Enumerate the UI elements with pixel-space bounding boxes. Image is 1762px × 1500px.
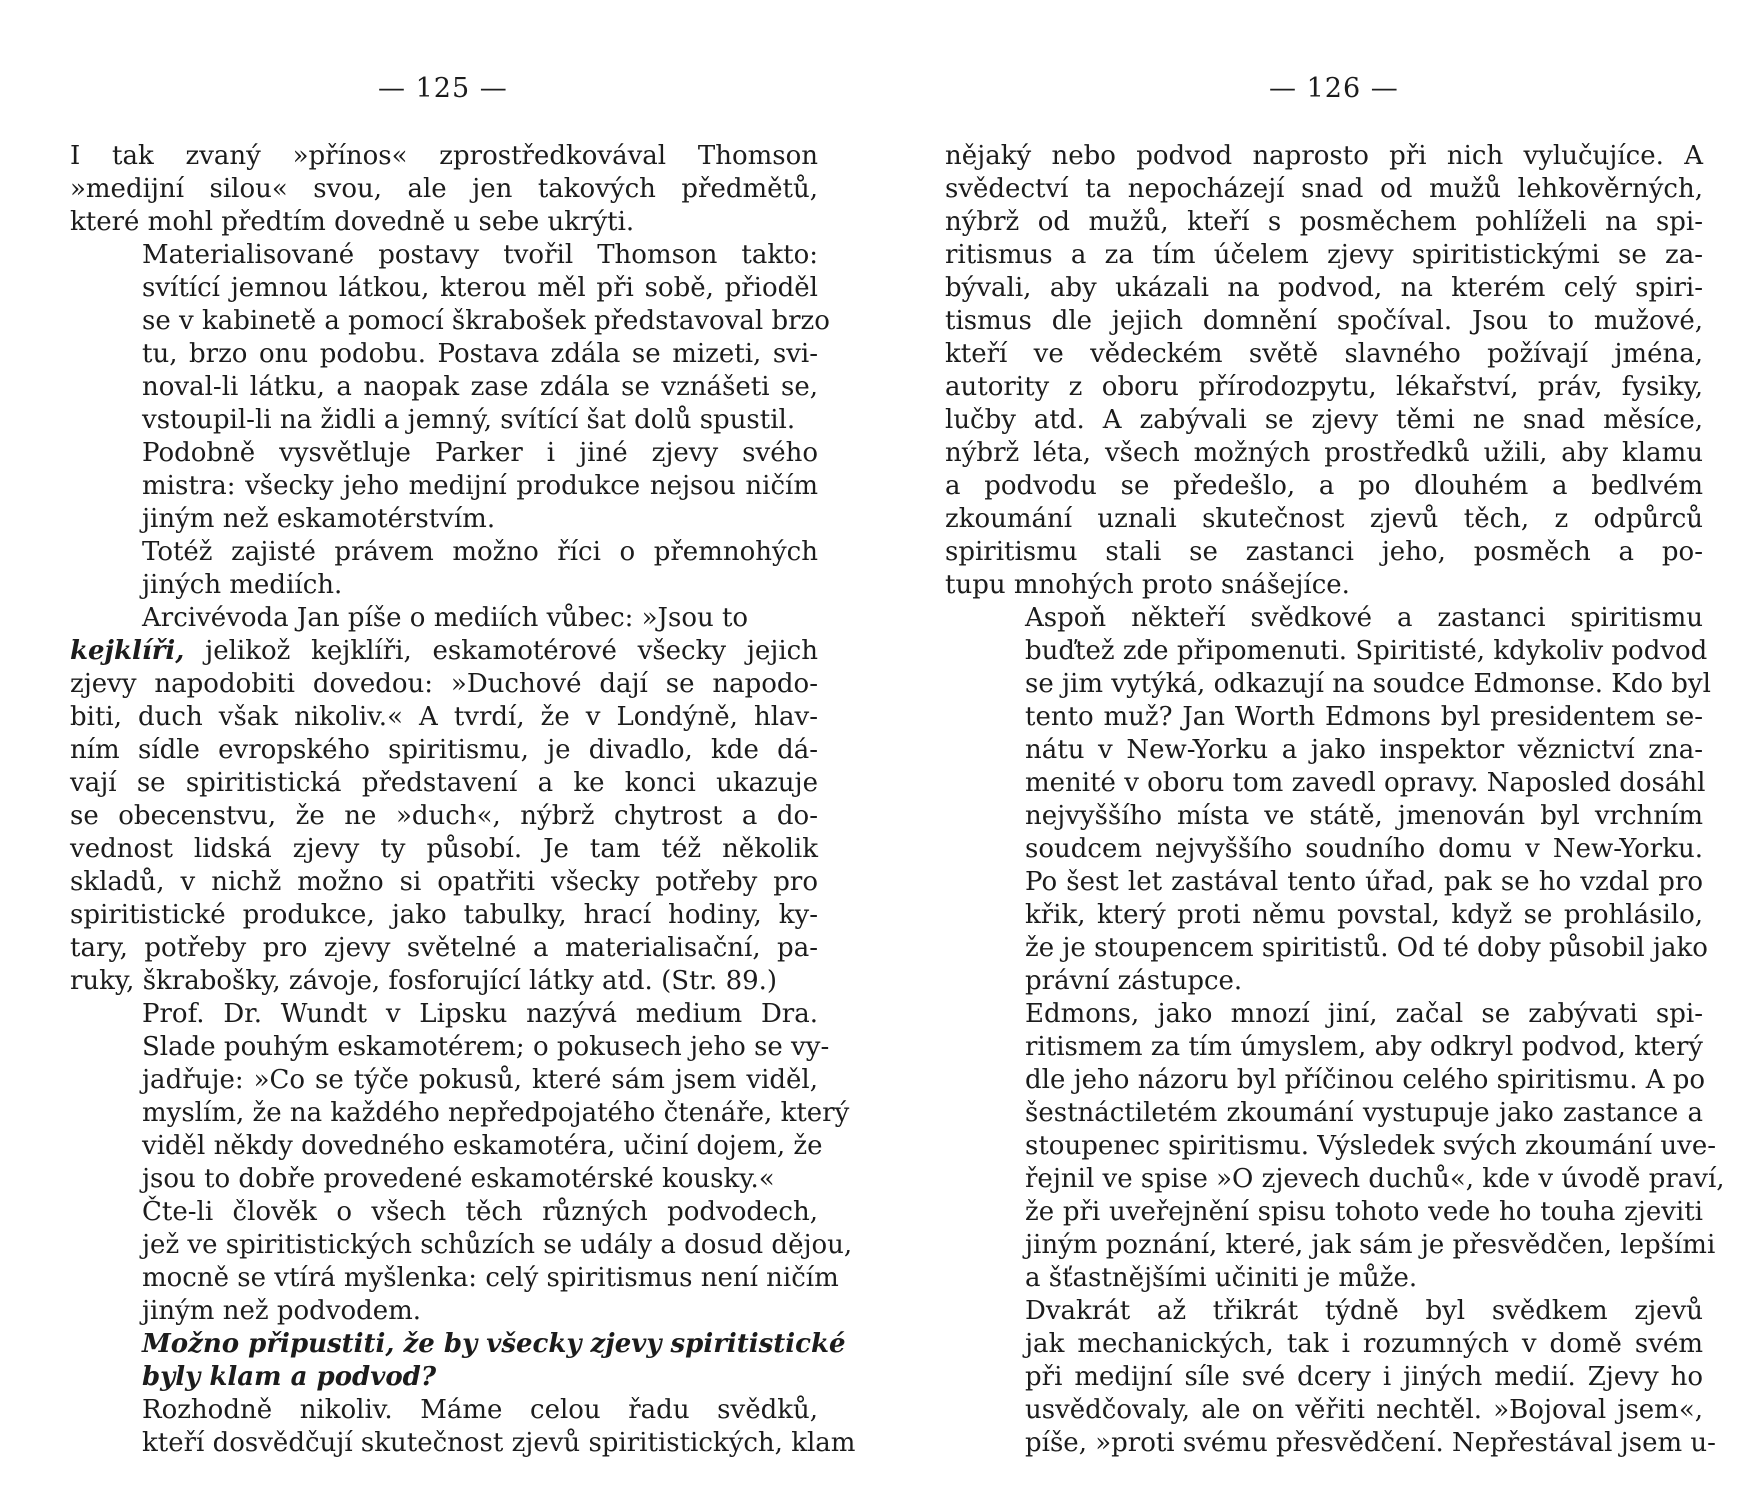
text-line: Totéž zajisté právem možno říci o přemnohých: [142, 537, 818, 567]
page-number: — 126 —: [1269, 73, 1399, 104]
text-line: Materialisované postavy tvořil Thomson takto:: [142, 240, 818, 270]
text-line: usvědčovaly, ale on věřiti nechtěl. »Bojoval jsem«,: [1025, 1395, 1703, 1425]
text-line: Možno připustiti, že by všecky zjevy spiritistické: [142, 1329, 846, 1359]
text-line: právní zástupce.: [1025, 966, 1243, 996]
text-line: se obecenstvu, že ne »duch«, nýbrž chytrost a do-: [70, 801, 818, 831]
paragraph: [70, 536, 818, 602]
text-fragment: jelikož kejklíři, eskamotérové všecky jejich: [184, 636, 818, 666]
text-line: [70, 635, 818, 668]
text-line: biti, duch však nikoliv.« A tvrdí, že v Londýně, hlav-: [70, 702, 818, 732]
text-line: soudcem nejvyššího soudního domu v New-Yorku.: [1025, 834, 1703, 864]
text-line: vají se spiritistická představení a ke konci ukazuje: [70, 768, 818, 798]
text-line: ritismem za tím úmyslem, aby odkryl podvod, který: [1025, 1032, 1703, 1062]
text-line: píše, »proti svému přesvědčení. Nepřestával jsem u-: [1025, 1428, 1716, 1458]
text-line: spiritistické produkce, jako tabulky, hrací hodiny, ky-: [70, 900, 818, 930]
text-line: lučby atd. A zabývali se zjevy těmi ne snad měsíce,: [945, 405, 1703, 435]
text-line: jadřuje: »Co se týče pokusů, které sám jsem viděl,: [142, 1065, 818, 1095]
text-line: Prof. Dr. Wundt v Lipsku nazývá medium Dra.: [142, 999, 818, 1029]
text-line: tary, potřeby pro zjevy světelné a materialisační, pa-: [70, 933, 818, 963]
text-line: »medijní silou« svou, ale jen takových předmětů,: [70, 174, 818, 204]
paragraph: [70, 1196, 853, 1328]
text-line: nýbrž od mužů, kteří s posměchem pohlíželi na spi-: [945, 207, 1703, 237]
text-line: se v kabinetě a pomocí škrabošek představoval brzo: [142, 306, 830, 336]
text-line: Slade pouhým eskamotérem; o pokusech jeho se vy-: [142, 1032, 830, 1062]
page-body: [70, 140, 856, 1460]
paragraph: [70, 602, 818, 635]
text-line: nejvyššího místa ve státě, jmenován byl vrchním: [1025, 801, 1703, 831]
text-line: při medijní síle své dcery i jiných medií. Zjevy ho: [1025, 1362, 1703, 1392]
text-line: svědectví ta nepocházejí snad od mužů lehkověrných,: [945, 174, 1703, 204]
text-line: jiným poznání, které, jak sám je přesvědčen, lepšími: [1025, 1230, 1716, 1260]
text-line: kteří ve vědeckém světě slavného požívají jména,: [945, 339, 1703, 369]
text-line: jiných mediích.: [142, 570, 343, 600]
page-number: — 125 —: [378, 73, 508, 104]
right-page: [881, 0, 1762, 1500]
text-line: jsou to dobře provedené eskamotérské kousky.«: [142, 1164, 775, 1194]
paragraph: [70, 1328, 846, 1394]
text-line: myslím, že na každého nepředpojatého čtenáře, který: [142, 1098, 850, 1128]
text-line: noval-li látku, a naopak zase zdála se vznášeti se,: [142, 372, 818, 402]
text-line: stoupenec spiritismu. Výsledek svých zkoumání uve-: [1025, 1131, 1716, 1161]
text-line: kteří dosvědčují skutečnost zjevů spiritistických, klam: [142, 1428, 856, 1458]
text-line: že při uveřejnění spisu tohoto vede ho touha zjeviti: [1025, 1197, 1703, 1227]
paragraph: [945, 140, 1703, 602]
page-body: [945, 140, 1725, 1460]
paragraph: [945, 998, 1725, 1295]
text-line: se jim vytýká, odkazují na soudce Edmonse. Kdo byl: [1025, 669, 1711, 699]
paragraph: [945, 1295, 1716, 1460]
text-line: šestnáctiletém zkoumání vystupuje jako zastance a: [1025, 1098, 1703, 1128]
text-line: jiným než podvodem.: [142, 1296, 422, 1326]
text-line: že je stoupencem spiritistů. Od té doby působil jako: [1025, 933, 1708, 963]
text-line: mistra: všecky jeho medijní produkce nejsou ničím: [142, 471, 818, 501]
paragraph: [70, 437, 818, 536]
text-line: Rozhodně nikoliv. Máme celou řadu svědků,: [142, 1395, 818, 1425]
text-line: skladů, v nichž možno si opatřiti všecky potřeby pro: [70, 867, 818, 897]
text-line: byly klam a podvod?: [142, 1362, 437, 1392]
text-line: Po šest let zastával tento úřad, pak se ho vzdal pro: [1025, 867, 1703, 897]
text-line: Podobně vysvětluje Parker i jiné zjevy svého: [142, 438, 818, 468]
text-line: Edmons, jako mnozí jiní, začal se zabývati spi-: [1025, 999, 1703, 1029]
text-line: tismus dle jejich domnění spočíval. Jsou to mužové,: [945, 306, 1703, 336]
text-line: nějaký nebo podvod naprosto při nich vylučujíce. A: [945, 141, 1703, 171]
text-line: viděl někdy dovedného eskamotéra, učiní dojem, že: [142, 1131, 823, 1161]
text-line: tento muž? Jan Worth Edmons byl presidentem se-: [1025, 702, 1703, 732]
paragraph: [70, 998, 850, 1196]
text-line: zkoumání uznali skutečnost zjevů těch, z odpůrců: [945, 504, 1703, 534]
text-line: a podvodu se předešlo, a po dlouhém a bedlvém: [945, 471, 1703, 501]
paragraph: [945, 602, 1711, 998]
text-line: zjevy napodobiti dovedou: »Duchové dají se napodo-: [70, 669, 818, 699]
paragraph: [70, 140, 818, 239]
text-line: které mohl předtím dovedně u sebe ukrýti.: [70, 207, 635, 237]
text-line: tupu mnohých proto snášejíce.: [945, 570, 1350, 600]
text-line: Dvakrát až třikrát týdně byl svědkem zjevů: [1025, 1296, 1703, 1326]
text-line: ruky, škrabošky, závoje, fosforující látky atd. (Str. 89.): [70, 966, 778, 996]
text-line: spiritismu stali se zastanci jeho, posměch a po-: [945, 537, 1703, 567]
text-line: autority z oboru přírodozpytu, lékařství, práv, fysiky,: [945, 372, 1703, 402]
text-line: ritismus a za tím účelem zjevy spiritistickými se za-: [945, 240, 1703, 270]
text-line: nýbrž léta, všech možných prostředků užili, aby klamu: [945, 438, 1703, 468]
text-line: ním sídle evropského spiritismu, je divadlo, kde dá-: [70, 735, 818, 765]
text-line: vednost lidská zjevy ty působí. Je tam též několik: [70, 834, 818, 864]
text-line: Arcivévoda Jan píše o mediích vůbec: »Jsou to: [142, 603, 749, 633]
text-line: jak mechanických, tak i rozumných v domě svém: [1025, 1329, 1703, 1359]
paragraph: [70, 635, 818, 998]
text-line: dle jeho názoru byl příčinou celého spiritismu. A po: [1025, 1065, 1706, 1095]
text-line: Čte-li člověk o všech těch různých podvodech,: [142, 1197, 818, 1227]
text-line: I tak zvaný »přínos« zprostředkovával Thomson: [70, 141, 818, 171]
text-line: buďtež zde připomenuti. Spiritisté, kdykoliv podvod: [1025, 636, 1708, 666]
paragraph: [70, 239, 830, 437]
text-line: křik, který proti němu povstal, když se prohlásilo,: [1025, 900, 1703, 930]
paragraph: [70, 1394, 856, 1460]
text-line: menité v oboru tom zavedl opravy. Naposled dosáhl: [1025, 768, 1706, 798]
text-line: bývali, aby ukázali na podvod, na kterém celý spiri-: [945, 273, 1703, 303]
text-line: mocně se vtírá myšlenka: celý spiritismus není ničím: [142, 1263, 839, 1293]
text-line: svítící jemnou látkou, kterou měl při sobě, přioděl: [142, 273, 818, 303]
text-line: jiným než eskamotérstvím.: [142, 504, 496, 534]
text-line: a šťastnějšími učiniti je může.: [1025, 1263, 1418, 1293]
text-line: Aspoň někteří svědkové a zastanci spiritismu: [1025, 603, 1703, 633]
text-line: vstoupil-li na židli a jemný, svítící šat dolů spustil.: [142, 405, 796, 435]
text-line: nátu v New-Yorku a jako inspektor věznictví zna-: [1025, 735, 1703, 765]
text-line: jež ve spiritistických schůzích se udály a dosud dějou,: [142, 1230, 853, 1260]
text-line: tu, brzo onu podobu. Postava zdála se mizeti, svi-: [142, 339, 818, 369]
text-line: řejnil ve spise »O zjevech duchů«, kde v úvodě praví,: [1025, 1164, 1725, 1194]
emphasis-word: kejklíři,: [70, 636, 185, 666]
